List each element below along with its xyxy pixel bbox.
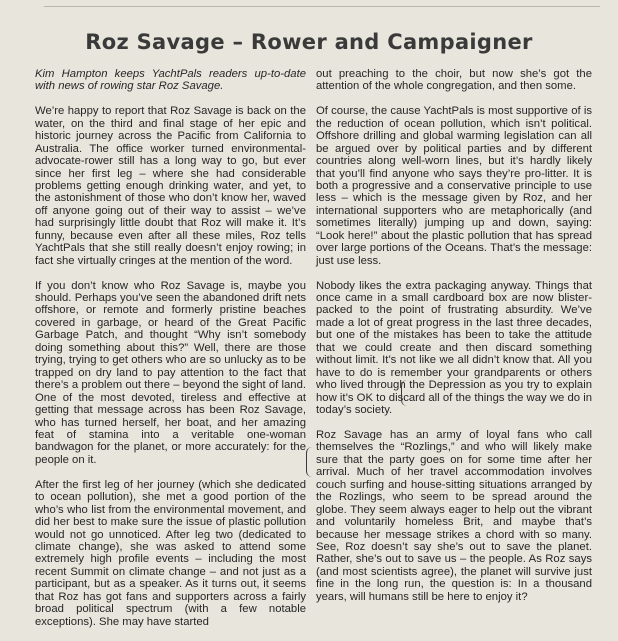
body-paragraph: Of course, the cause YachtPals is most supportive of is the reduction of ocean pollution, which isn’t political. Offshore drilling and global warming legislation can all be argued over by political parties and by different countries along well-worn lines, but it’s hardly likely that you’ll find anyone who says they’re pro-litter. It is both a progressive and a conservative principle to use less – which is the message given by Roz, and her international supporters who are metaphorically (and sometimes literally) jumping up and down, saying: “Look here!” about the plastic pollution that has spread over large portions of the Oceans. That’s the message: just use less. bbox=[316, 105, 592, 267]
body-paragraph: If you don’t know who Roz Savage is, maybe you should. Perhaps you’ve seen the abandoned drift nets offshore, or remote and formerly pristine beaches covered in garbage, or heard of the Great Pacific Garbage Patch, and thought “Why isn’t somebody doing something about this?” Well, there are those trying, trying to get others who are so unlucky as to be trapped on dry land to pay attention to the fact that there’s a problem out there – beyond the sight of land. One of the most devoted, tireless and effective at getting that message across has been Roz Savage, who has turned herself, her boat, and her amazing feat of stamina into a veritable one-woman bandwagon for the planet, or more accurately: for the people on it. bbox=[35, 279, 306, 466]
left-column bbox=[35, 68, 306, 641]
body-paragraph: Roz Savage has an army of loyal fans who call themselves the “Rozlings,” and who will likely make sure that the party goes on for some time after her arrival. Much of her travel accommodation involves couch surfing and house-sitting situations arranged by the Rozlings, who seem to be spread around the globe. They seem always eager to help out the vibrant and voluntarily homeless Brit, and maybe that’s because her message strikes a chord with so many. See, Roz doesn’t say she’s out to save the planet. Rather, she’s out to save us – the people. As Roz says (and most scientists agree), the planet will survive just fine in the long run, the question is: In a thousand years, will humans still be here to enjoy it? bbox=[316, 428, 592, 603]
body-paragraph: After the first leg of her journey (which she dedicated to ocean pollution), she met a good portion of the who’s who list from the environmental movement, and did her best to make sure the issue of plastic pollution would not go unnoticed. After leg two (dedicated to climate change), she was asked to attend some extremely high profile events – including the most recent Summit on climate change – and not just as a participant, but as a speaker. As it turns out, it seems that Roz has got fans and supporters across a fairly broad political spectrum (with a few notable exceptions). She may have started bbox=[35, 478, 306, 628]
article-title: Roz Savage – Rower and Campaigner bbox=[85, 30, 533, 54]
handwritten-bracket-mark bbox=[306, 447, 317, 477]
right-column bbox=[316, 68, 592, 616]
body-paragraph: We’re happy to report that Roz Savage is back on the water, on the third and final stage of her epic and historic journey across the Pacific from California to Australia. The office worker turned environmental-advocate-rower still has a long way to go, but ever since her first leg – where she had considerable problems getting enough drinking water, and yet, to the astonishment of those who don’t know her, waved off anyone going out of their way to assist – we’ve had surprisingly little doubt that Roz will make it. It’s funny, because even after all these miles, Roz tells YachtPals that she still really doesn’t enjoy rowing; in fact she virtually cringes at the mention of the word. bbox=[35, 105, 306, 267]
body-paragraph: Nobody likes the extra packaging anyway. Things that once came in a small cardboard box are now blister-packed to the point of frustrating absurdity. We’ve made a lot of great progress in the last three decades, but one of the mistakes has been to take the attitude that we could create and then discard something without limit. It’s not like we all didn’t know that. All you have to do is remember your grandparents or others who lived through the Depression as you try to explain how it’s OK to discard all of the things the way we do in today’s society. bbox=[316, 279, 592, 417]
intro-paragraph: Kim Hampton keeps YachtPals readers up-to-date with news of rowing star Roz Savage. bbox=[35, 68, 306, 93]
body-paragraph: out preaching to the choir, but now she’s got the attention of the whole congregation, and then some. bbox=[316, 68, 592, 93]
handwritten-bracket-mark bbox=[401, 380, 410, 406]
top-rule bbox=[44, 6, 600, 7]
